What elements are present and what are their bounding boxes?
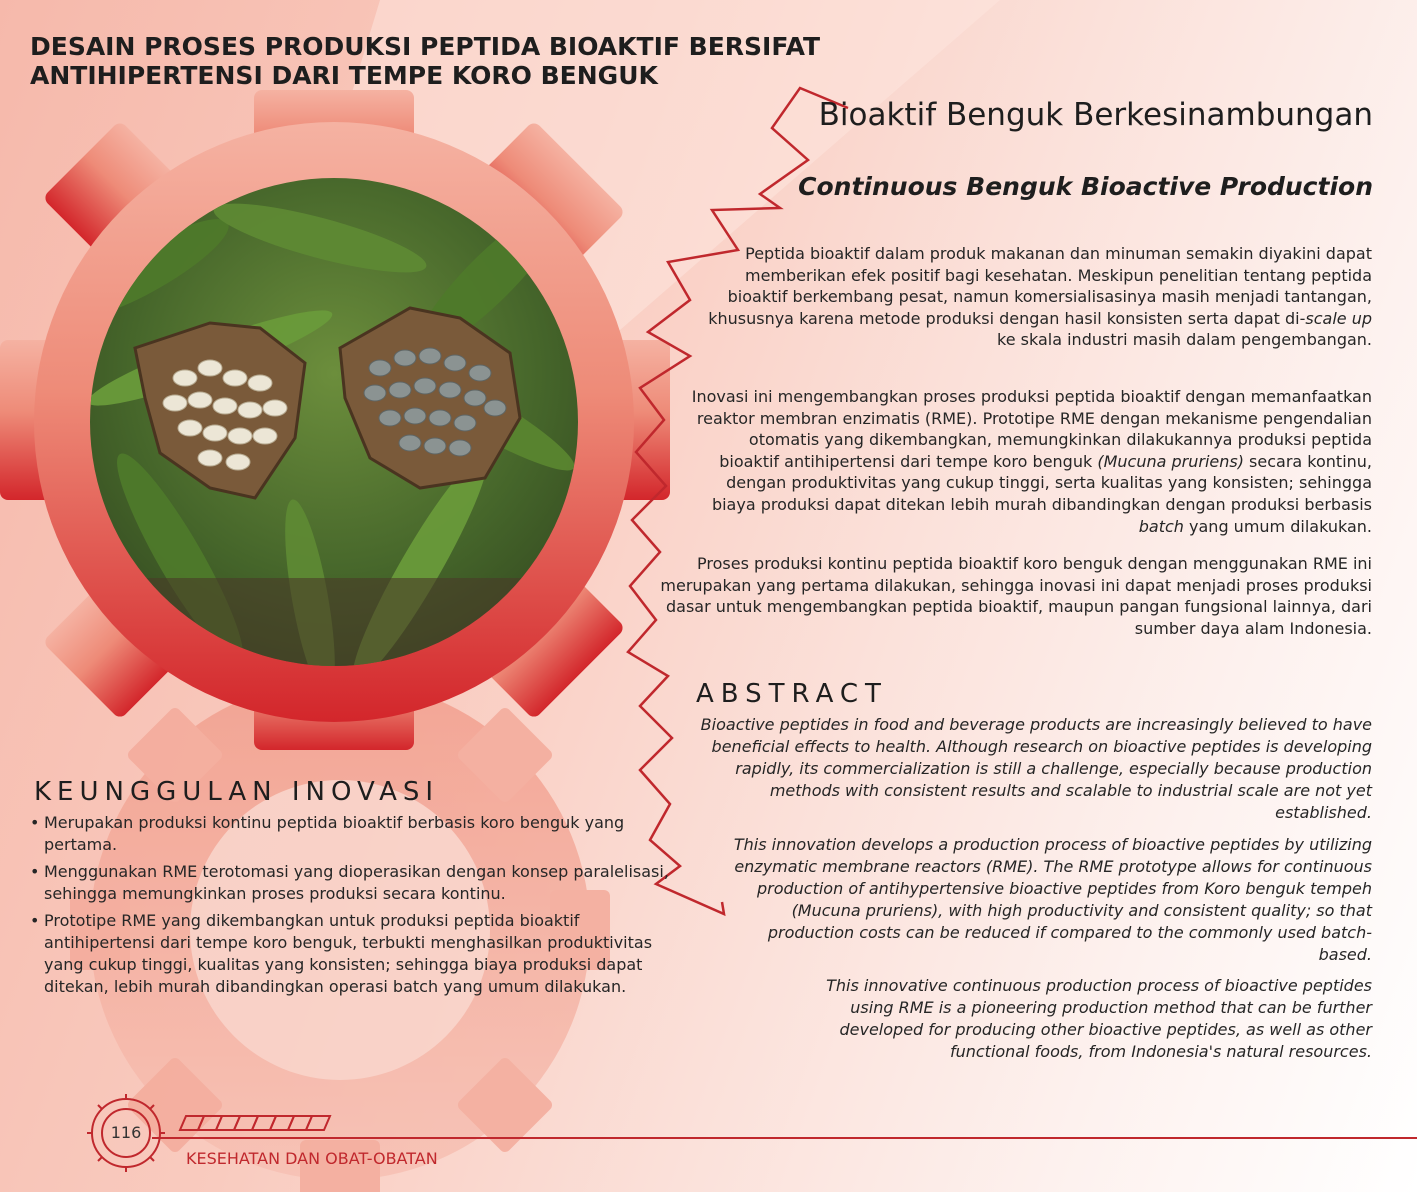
section-heading-english: Continuous Benguk Bioactive Production xyxy=(798,172,1373,201)
description-p2-c: yang umum dilakukan. xyxy=(1183,516,1372,536)
description-p1-text: Peptida bioaktif dalam produk makanan dan minuman semakin diyakini dapat memberikan efek positif bagi kesehatan. Meskipun penelitian tentang peptida bioaktif berkembang pesat, namun komersialisasinya masih menjadi tantangan, khususnya karena metode produksi dengan hasil konsisten serta dapat di- xyxy=(708,244,1372,328)
abstract-heading: ABSTRACT xyxy=(696,679,888,709)
page-number: 116 xyxy=(110,1123,142,1142)
benefit-text: Merupakan produksi kontinu peptida bioaktif berbasis koro benguk yang pertama. xyxy=(44,813,625,854)
description-paragraph-3: Proses produksi kontinu peptida bioaktif koro benguk dengan menggunakan RME ini merupakan yang pertama dilakukan, sehingga inovasi ini dapat menjadi proses produksi dasar untuk mengembangkan peptida bioaktif, maupun pangan fungsional lainnya, dari sumber daya alam Indonesia. xyxy=(660,554,1372,638)
benguk-beans-photo xyxy=(90,178,578,666)
benefit-text: Prototipe RME yang dikembangkan untuk produksi peptida bioaktif antihipertensi dari tempe koro benguk, terbukti menghasilkan produktivitas yang cukup tinggi, kualitas yang konsisten; sehingga biaya produksi dapat ditekan, lebih murah dibandingkan operasi batch yang umum dilakukan. xyxy=(44,911,653,996)
description-paragraph-2 xyxy=(686,386,1372,537)
benefits-list xyxy=(30,812,680,1003)
description-p2-b: secara kontinu, dengan produktivitas yang cukup tinggi, serta kualitas yang konsisten; sehingga biaya produksi dapat ditekan lebih murah dibandingkan dengan produksi berbasis xyxy=(711,451,1372,514)
footer-category: KESEHATAN DAN OBAT-OBATAN xyxy=(186,1149,438,1168)
bullet: • xyxy=(30,911,40,930)
abstract-paragraph-3: This innovative continuous production process of bioactive peptides using RME is a pioneering production method that can be further developed for producing other bioactive peptides, as well as other functional foods, from Indonesia's natural resources. xyxy=(826,976,1372,1061)
benefit-item xyxy=(30,861,680,905)
bullet: • xyxy=(30,813,40,832)
page-title: DESAIN PROSES PRODUKSI PEPTIDA BIOAKTIF BERSIFAT ANTIHIPERTENSI DARI TEMPE KORO BENGUK xyxy=(30,32,821,90)
bullet: • xyxy=(30,862,40,881)
section-heading-indonesian: Bioaktif Benguk Berkesinambungan xyxy=(818,97,1373,133)
abstract-paragraph-2: This innovation develops a production process of bioactive peptides by utilizing enzymatic membrane reactors (RME). The RME prototype allows for continuous production of antihypertensive bioactive peptides from Koro benguk tempeh (Mucuna pruriens), with high productivity and consistent quality; so that production costs can be reduced if compared to the commonly used batch-based. xyxy=(733,835,1372,964)
benefit-item xyxy=(30,910,680,998)
benefit-text: Menggunakan RME terotomasi yang dioperasikan dengan konsep paralelisasi, sehingga memungkinkan proses produksi secara kontinu. xyxy=(44,862,669,903)
description-paragraph-1 xyxy=(700,243,1372,351)
description-p1-end: ke skala industri masih dalam pengembangan. xyxy=(997,330,1372,350)
abstract-paragraph-1: Bioactive peptides in food and beverage products are increasingly believed to have beneficial effects to health. Although research on bioactive peptides is developing rapidly, its commercialization is still a challenge, especially because production methods with consistent results and scalable to industrial scale are not yet established. xyxy=(700,715,1372,822)
description-p2-italic-species: (Mucuna pruriens) xyxy=(1097,451,1244,471)
benefit-item xyxy=(30,812,680,856)
keunggulan-heading: KEUNGGULAN INOVASI xyxy=(34,777,440,807)
description-p2-a: Inovasi ini mengembangkan proses produksi peptida bioaktif dengan memanfaatkan reaktor membran enzimatis (RME). Prototipe RME dengan mekanisme pengendalian otomatis yang dikembangkan, memungkinkan dilakukannya produksi peptida bioaktif antihipertensi dari tempe koro benguk xyxy=(691,387,1372,471)
description-p1-italic: scale up xyxy=(1305,308,1372,328)
description-p2-italic-batch: batch xyxy=(1138,516,1184,536)
